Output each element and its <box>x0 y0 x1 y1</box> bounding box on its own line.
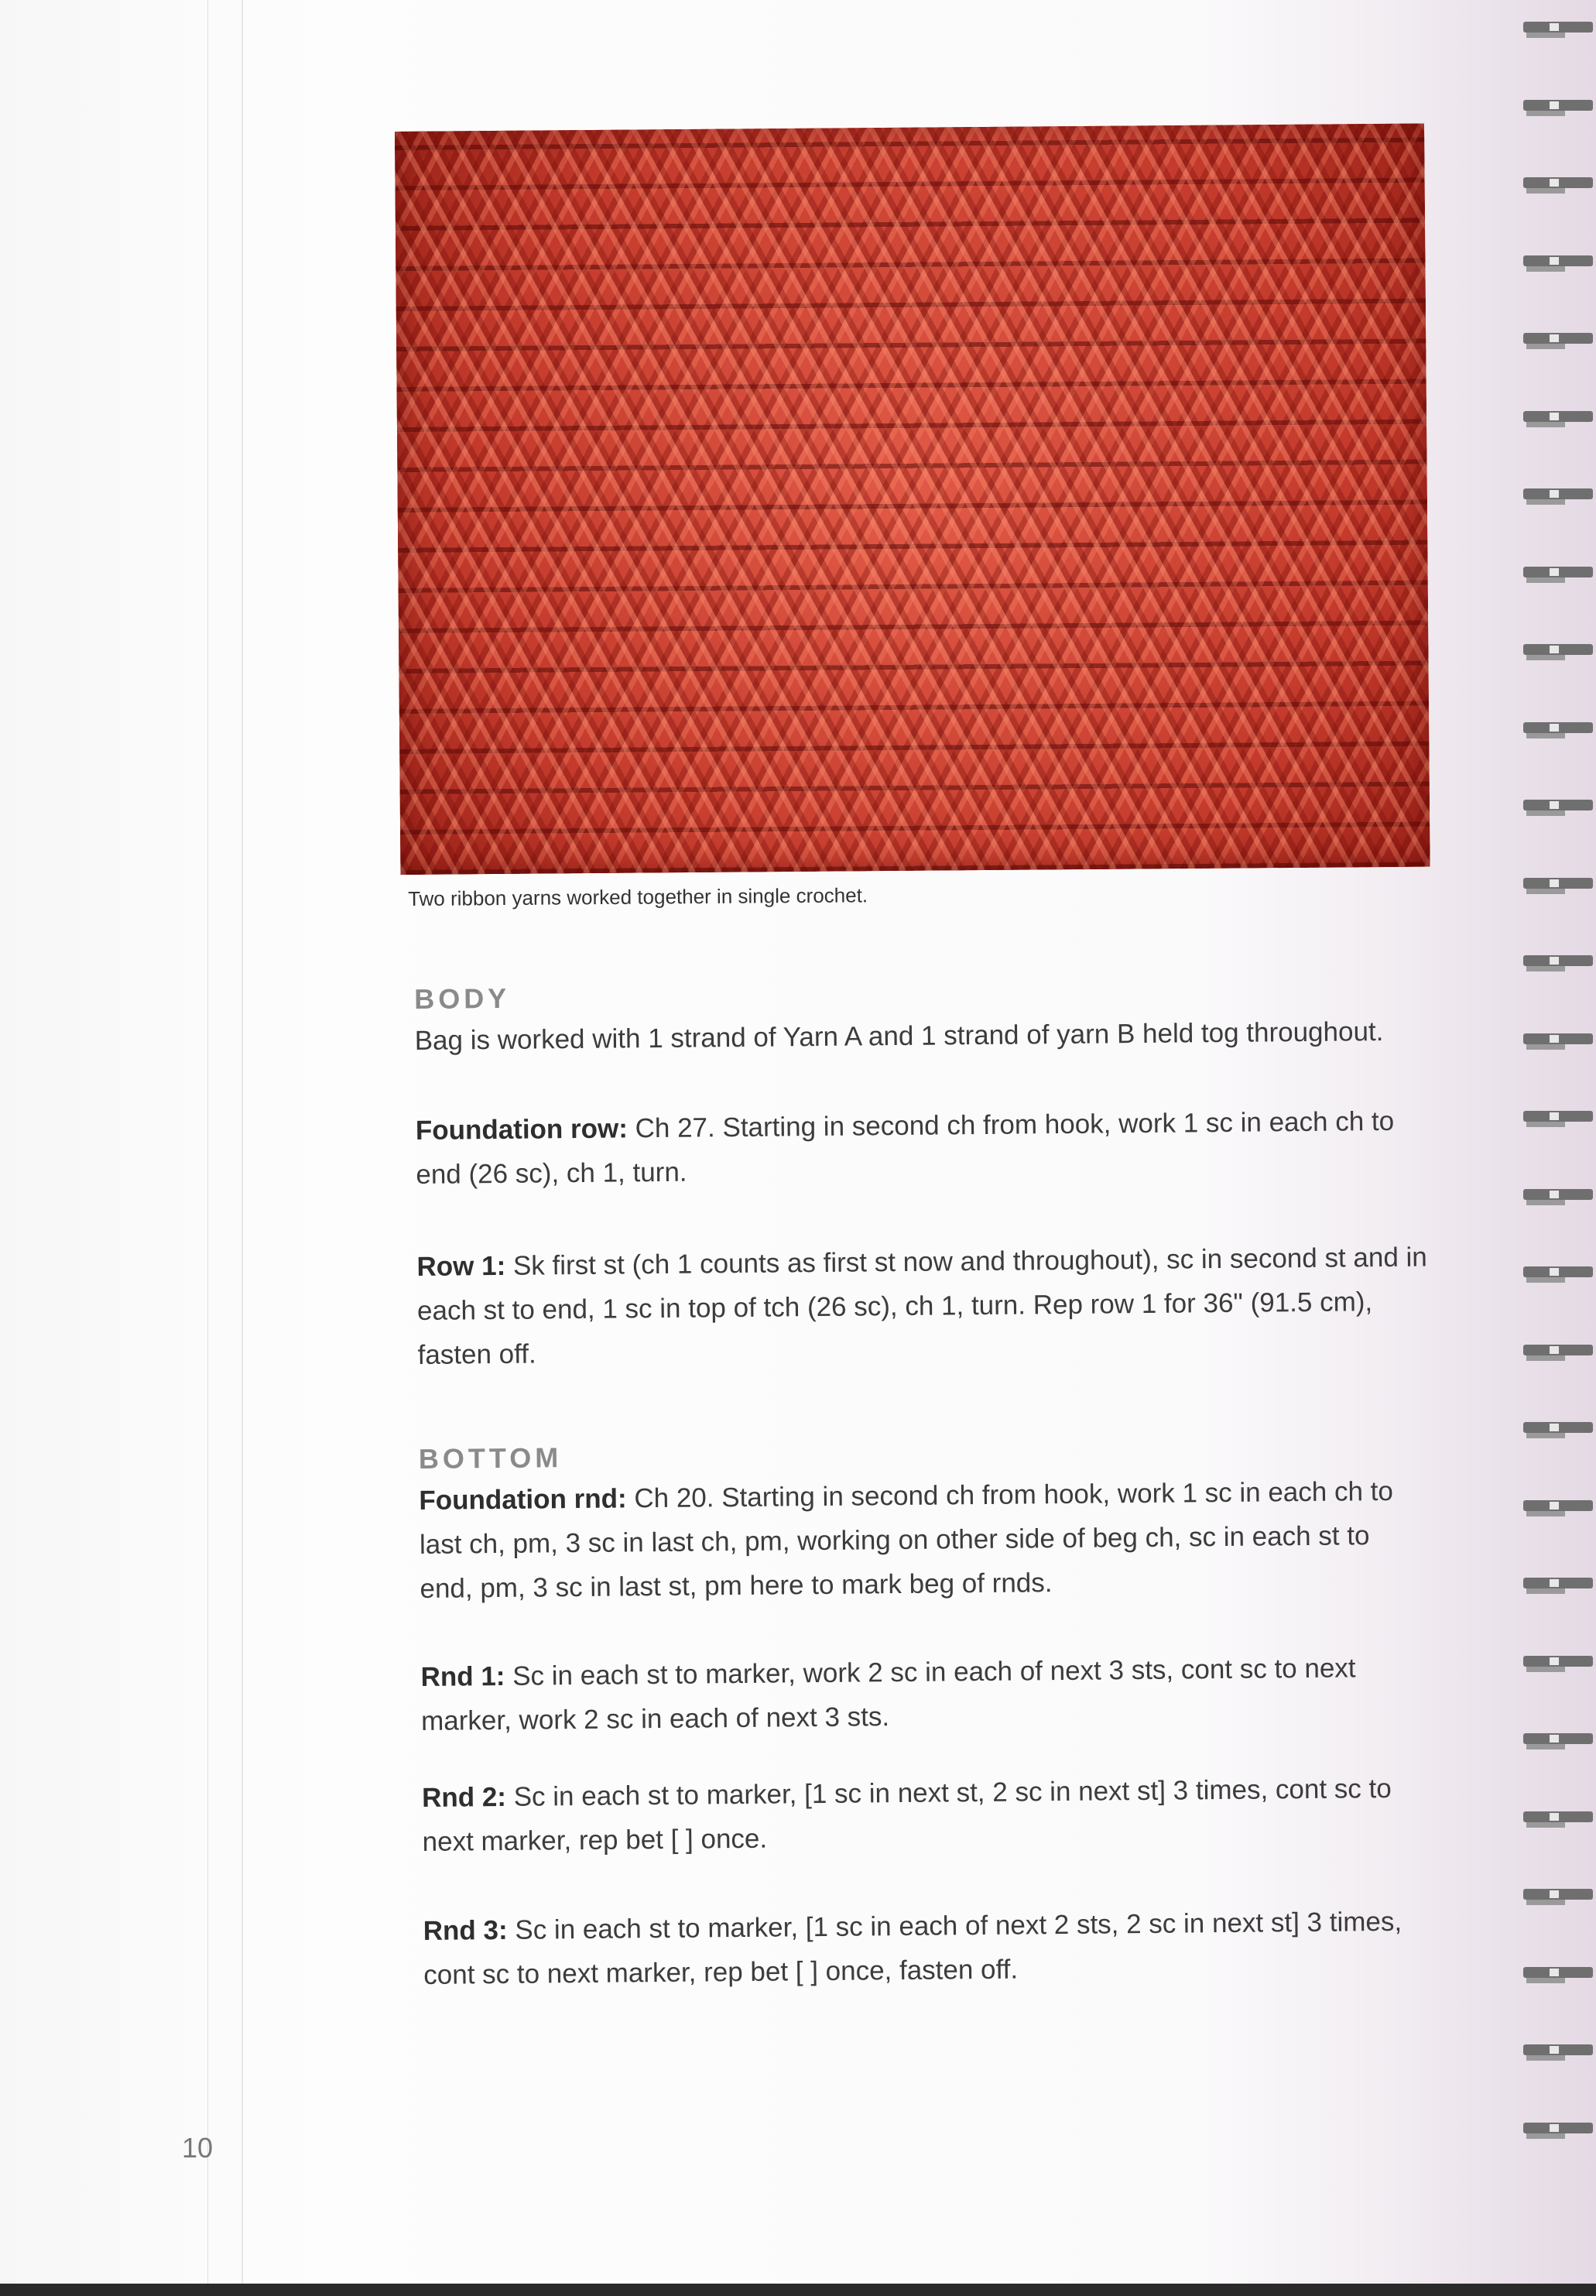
instruction-label: Rnd 2: <box>421 1781 507 1813</box>
body-foundation-row <box>416 1099 1407 1197</box>
spiral-binding-coil-icon <box>1517 1340 1596 1368</box>
spiral-binding <box>1517 0 1596 2296</box>
spiral-binding-coil-icon <box>1517 2040 1596 2068</box>
instruction-label: Rnd 3: <box>423 1914 508 1946</box>
instruction-text: Sc in each st to marker, [1 sc in each of next 2 sts, 2 sc in next st] 3 times, cont sc to next marker, rep bet [ ] once, fasten off. <box>423 1906 1402 1990</box>
spiral-binding-coil-icon <box>1517 951 1596 978</box>
instruction-text: Ch 27. Starting in second ch from hook, work 1 sc in each ch to end (26 sc), ch 1, turn. <box>416 1105 1395 1190</box>
crochet-stitch-photo <box>395 124 1430 875</box>
bottom-rnd-1 <box>420 1646 1420 1743</box>
spiral-binding-coil-icon <box>1517 17 1596 45</box>
spiral-binding-coil-icon <box>1517 795 1596 823</box>
pattern-text <box>414 973 1482 1990</box>
bottom-rnd-2 <box>422 1767 1421 1864</box>
section-heading-bottom: BOTTOM <box>418 1441 563 1475</box>
spiral-binding-coil-icon <box>1517 95 1596 123</box>
gutter-line <box>207 0 208 2296</box>
gutter-line <box>241 0 243 2296</box>
spiral-binding-coil-icon <box>1517 1106 1596 1134</box>
spiral-binding-coil-icon <box>1517 328 1596 356</box>
spiral-binding-coil-icon <box>1517 1184 1596 1212</box>
spiral-binding-coil-icon <box>1517 173 1596 200</box>
bottom-foundation-rnd <box>419 1468 1426 1610</box>
bottom-rnd-3 <box>423 1899 1461 1997</box>
spiral-binding-coil-icon <box>1517 1651 1596 1679</box>
spiral-binding-coil-icon <box>1517 1807 1596 1835</box>
spiral-binding-coil-icon <box>1517 2118 1596 2146</box>
spiral-binding-coil-icon <box>1517 562 1596 590</box>
instruction-text: Ch 20. Starting in second ch from hook, work 1 sc in each ch to last ch, pm, 3 sc in last ch, pm, working on other side of beg ch, sc in each st to end, pm, 3 sc in last st, pm here to mark beg of rnds. <box>419 1475 1394 1604</box>
spiral-binding-coil-icon <box>1517 1729 1596 1756</box>
spiral-binding-coil-icon <box>1517 873 1596 901</box>
spiral-binding-coil-icon <box>1517 1962 1596 1990</box>
spiral-binding-coil-icon <box>1517 718 1596 745</box>
spiral-binding-coil-icon <box>1517 1496 1596 1523</box>
page-number: 10 <box>182 2132 214 2164</box>
spiral-binding-coil-icon <box>1517 1884 1596 1912</box>
spiral-binding-coil-icon <box>1517 1029 1596 1057</box>
instruction-text: Sc in each st to marker, [1 sc in next st, 2 sc in next st] 3 times, cont sc to next marker, rep bet [ ] once. <box>422 1773 1392 1857</box>
spiral-binding-coil-icon <box>1517 1573 1596 1601</box>
spiral-binding-coil-icon <box>1517 406 1596 434</box>
instruction-label: Row 1: <box>416 1250 506 1282</box>
spiral-binding-coil-icon <box>1517 1262 1596 1290</box>
spiral-binding-coil-icon <box>1517 1417 1596 1445</box>
body-intro: Bag is worked with 1 strand of Yarn A and 1 strand of yarn B held tog throughout. <box>414 1016 1384 1056</box>
instruction-label: Foundation row: <box>415 1113 628 1146</box>
instruction-text: Sc in each st to marker, work 2 sc in each of next 3 sts, cont sc to next marker, work 2 sc in each of next 3 sts. <box>420 1653 1356 1736</box>
body-row-1 <box>416 1235 1440 1377</box>
spiral-binding-coil-icon <box>1517 639 1596 667</box>
spiral-binding-coil-icon <box>1517 484 1596 512</box>
page-edge-shadow <box>0 2284 1596 2296</box>
photo-caption: Two ribbon yarns worked together in single crochet. <box>408 883 868 910</box>
instruction-label: Foundation rnd: <box>419 1483 627 1516</box>
section-heading-body: BODY <box>414 982 511 1015</box>
instruction-text: Sk first st (ch 1 counts as first st now and throughout), sc in second st and in each st to end, 1 sc in top of tch (26 sc), ch 1, turn. Rep row 1 for 36" (91.5 cm), fasten off. <box>416 1242 1427 1370</box>
spiral-binding-coil-icon <box>1517 251 1596 279</box>
instruction-label: Rnd 1: <box>420 1660 505 1692</box>
